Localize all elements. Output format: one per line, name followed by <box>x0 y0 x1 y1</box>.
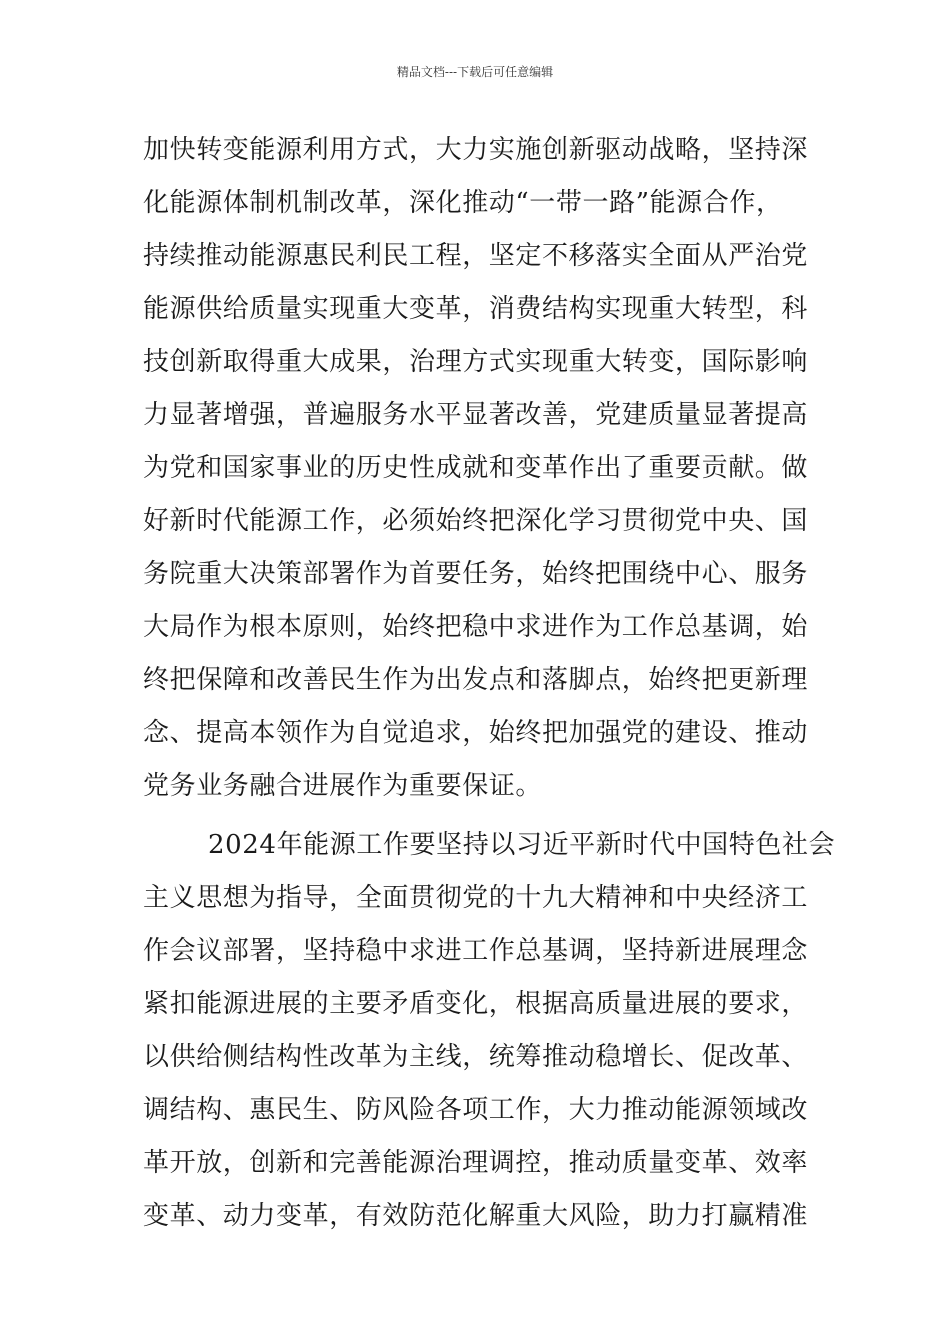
text-line: 革开放，创新和完善能源治理调控，推动质量变革、效率 <box>143 1148 809 1178</box>
text-line: 力显著增强，普遍服务水平显著改善，党建质量显著提高 <box>143 400 809 430</box>
text-line: 调结构、惠民生、防风险各项工作，大力推动能源领域改 <box>143 1095 809 1125</box>
text-line: 作会议部署，坚持稳中求进工作总基调，坚持新进展理念 <box>143 936 809 966</box>
text-line-indented: 2024年能源工作要坚持以习近平新时代中国特色社会 <box>208 830 836 860</box>
page-header: 精品文档---下载后可任意编辑 <box>396 65 554 79</box>
text-line: 党务业务融合进展作为重要保证。 <box>143 771 543 801</box>
text-line: 为党和国家事业的历史性成就和变革作出了重要贡献。做 <box>143 453 809 483</box>
text-line: 好新时代能源工作，必须始终把深化学习贯彻党中央、国 <box>143 506 809 536</box>
text-line: 念、提高本领作为自觉追求，始终把加强党的建设、推动 <box>143 718 809 748</box>
text-line: 加快转变能源利用方式，大力实施创新驱动战略，坚持深 <box>143 135 809 165</box>
paragraph-2 <box>143 819 836 1243</box>
text-line: 化能源体制机制改革，深化推动“一带一路”能源合作， <box>143 188 783 218</box>
text-line: 能源供给质量实现重大变革，消费结构实现重大转型，科 <box>143 294 809 324</box>
text-line: 主义思想为指导，全面贯彻党的十九大精神和中央经济工 <box>143 883 809 913</box>
text-line: 大局作为根本原则，始终把稳中求进作为工作总基调，始 <box>143 612 809 642</box>
text-line: 以供给侧结构性改革为主线，统筹推动稳增长、促改革、 <box>143 1042 809 1072</box>
text-line: 持续推动能源惠民利民工程，坚定不移落实全面从严治党 <box>143 241 809 271</box>
text-line: 紧扣能源进展的主要矛盾变化，根据高质量进展的要求， <box>143 989 809 1019</box>
text-line: 终把保障和改善民生作为出发点和落脚点，始终把更新理 <box>143 665 809 695</box>
text-line: 技创新取得重大成果，治理方式实现重大转变，国际影响 <box>143 347 809 377</box>
text-line: 务院重大决策部署作为首要任务，始终把围绕中心、服务 <box>143 559 809 589</box>
text-line: 变革、动力变革，有效防范化解重大风险，助力打赢精准 <box>143 1201 809 1231</box>
paragraph-1 <box>143 124 810 813</box>
